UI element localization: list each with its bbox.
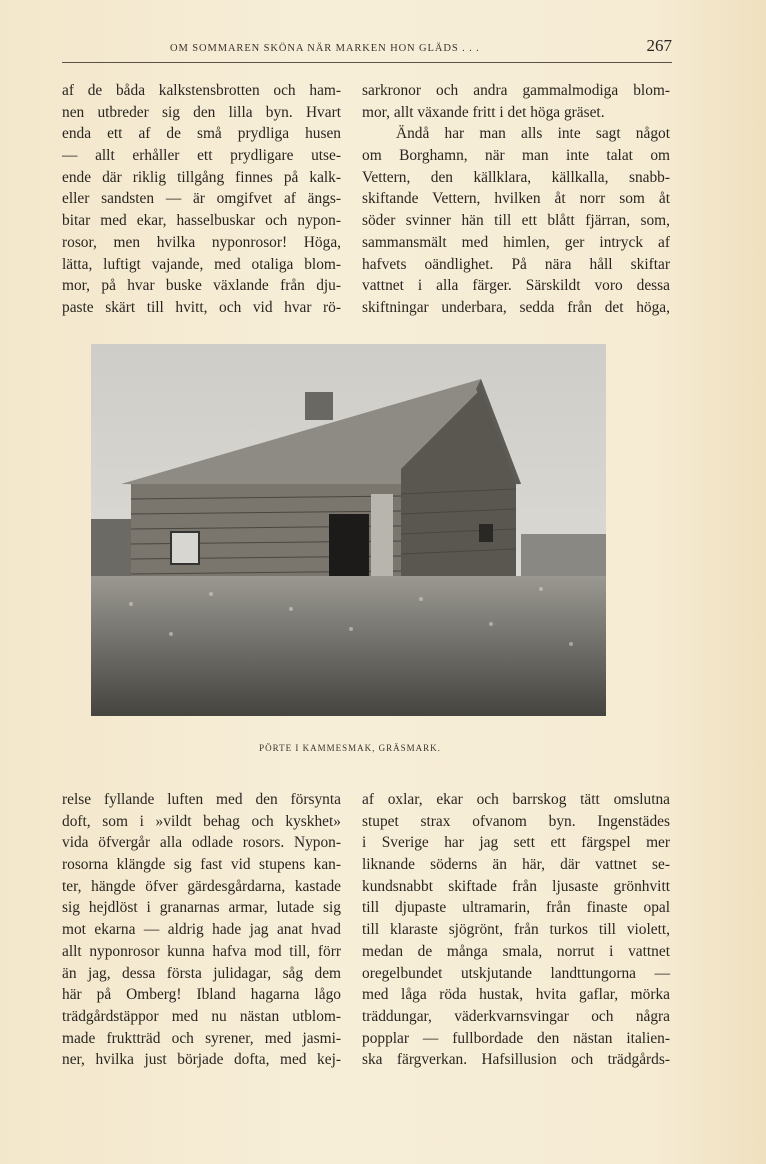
text-line: kundsnabbt skiftade från ljusaste grönhvitt <box>362 877 670 895</box>
text-line: rosorna klängde sig fast vid stupens kan- <box>62 856 341 874</box>
text-line: söder svinner hän till ett blått fjärran, som, <box>362 212 670 230</box>
text-line: sammansmält med himlen, ger intryck af <box>362 233 670 251</box>
text-line: trädgårdstäppor med nu nästan utblom- <box>62 1007 341 1025</box>
text-line: oregelbundet utskjutande landttungorna — <box>362 964 670 982</box>
text-line: ende där riklig tillgång finnes på kalk- <box>62 168 341 186</box>
text-line: mor, på hvar buske växlande från dju- <box>62 277 341 295</box>
photo-caption: PÖRTE I KAMMESMAK, GRÄSMARK. <box>259 743 441 753</box>
text-line: ter, hängde öfver gärdesgårdarna, kastade <box>62 877 341 895</box>
text-line: bitar med ekar, hasselbuskar och nypon- <box>62 212 341 230</box>
text-line: doft, som i »vildt behag och kyskhet» <box>62 812 341 830</box>
running-header <box>62 36 672 63</box>
text-line: paste skärt till hvitt, och vid hvar rö- <box>62 298 341 316</box>
text-line: allt nyponrosor kunna hafva mod till, förr <box>62 942 341 960</box>
text-line: eller sandsten — är omgifvet af ängs- <box>62 190 341 208</box>
text-line: af de båda kalkstensbrotten och ham- <box>62 82 341 99</box>
text-line: liknande söderns än här, där vattnet se- <box>362 856 670 874</box>
text-line: Ändå har man alls inte sagt något <box>396 125 670 143</box>
text-column-bottom-right <box>362 789 670 1071</box>
text-line: made fruktträd och syrener, med jasmi- <box>62 1029 341 1047</box>
text-line: till djupaste ultramarin, från finaste opal <box>362 899 670 917</box>
text-line: vattnet i alla färger. Särskildt voro dessa <box>362 277 670 295</box>
running-title: OM SOMMAREN SKÖNA NÄR MARKEN HON GLÄDS . . . <box>170 43 480 54</box>
text-line: popplar — fullbordade den nästan italien- <box>362 1029 670 1047</box>
text-line: vida öfvergår alla odlade rosors. Nypon- <box>62 834 341 852</box>
photograph-log-cabin <box>91 344 606 716</box>
text-line: mor, allt växande fritt i det höga gräset. <box>362 103 605 121</box>
text-line: till klaraste sjögrönt, från turkos till violett, <box>362 921 670 939</box>
text-line: mot ekarna — aldrig hade jag anat hvad <box>62 921 341 939</box>
text-line: här på Omberg! Ibland hagarna lågo <box>62 986 341 1004</box>
text-line: sig hejdlöst i granarnas armar, lutade sig <box>62 899 341 917</box>
page-number: 267 <box>646 36 672 55</box>
text-line: i Sverige har jag sett ett färgspel mer <box>362 834 670 852</box>
text-column-top-right <box>362 80 670 319</box>
text-line: nen utbreder sig den lilla byn. Hvart <box>62 103 341 121</box>
text-line: med låga röda hustak, hvita gaflar, mörka <box>362 986 670 1004</box>
text-line: träddungar, väderkvarnsvingar och några <box>362 1007 670 1025</box>
text-line: hafvets oändlighet. På nära håll skiftar <box>362 255 670 273</box>
text-line: ner, hvilka just började dofta, med kej- <box>62 1051 341 1069</box>
text-column-bottom-left <box>62 789 341 1071</box>
text-column-top-left <box>62 80 341 319</box>
text-line: stupet strax ofvanom byn. Ingenstädes <box>362 812 670 830</box>
text-line: — allt erhåller ett prydligare utse- <box>62 147 341 165</box>
text-line: ska färgverkan. Hafsillusion och trädgårds- <box>362 1051 670 1069</box>
text-line: relse fyllande luften med den försynta <box>62 791 341 808</box>
text-line: än jag, dessa första julidagar, såg dem <box>62 964 341 982</box>
text-line: medan de många smala, norrut i vattnet <box>362 942 670 960</box>
text-line: skiftningar underbara, sedda från det höga, <box>362 298 670 316</box>
text-line: om Borghamn, när man inte talat om <box>362 147 670 165</box>
text-line: sarkronor och andra gammalmodiga blom- <box>362 82 670 99</box>
text-line: rosor, men hvilka nyponrosor! Höga, <box>62 233 341 251</box>
text-line: enda ett af de små prydliga husen <box>62 125 341 143</box>
text-line: Vettern, den källklara, källkalla, snabb- <box>362 168 670 186</box>
text-line: skiftande Vettern, hvilken åt norr som åt <box>362 190 670 208</box>
text-line: af oxlar, ekar och barrskog tätt omslutna <box>362 791 670 808</box>
text-line: lätta, luftigt vajande, med otaliga blom- <box>62 255 341 273</box>
